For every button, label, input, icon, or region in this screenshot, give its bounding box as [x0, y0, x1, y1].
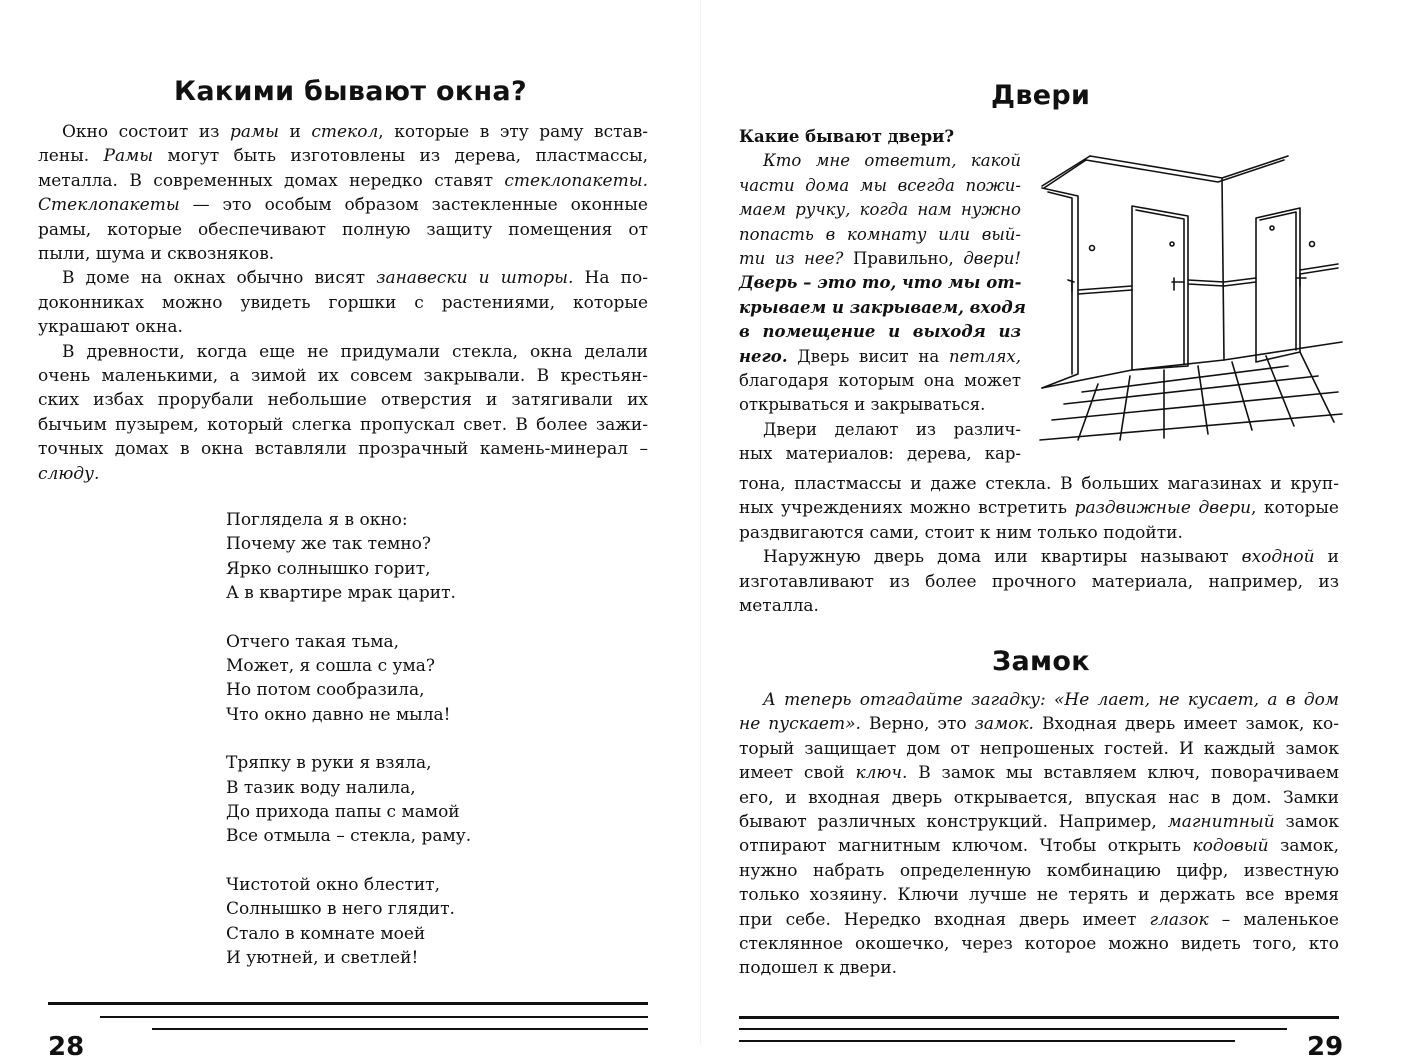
- poem-line: В тазик воду налила,: [226, 777, 416, 798]
- text-line: открываться и закрываться.: [739, 395, 986, 415]
- footer-rule: [739, 1040, 1235, 1042]
- text-line: ных материалов: дерева, кар-: [739, 444, 1021, 464]
- text-line: него. Дверь висит на петлях,: [739, 346, 1021, 366]
- text-line: подошел к двери.: [739, 958, 898, 979]
- text-line: нужно набрать определенную комбинацию цифр, известную: [739, 860, 1339, 881]
- poem-line: Но потом сообразила,: [226, 680, 425, 701]
- text-line: металла. В современных домах нередко ставят стеклопакеты.: [38, 170, 648, 191]
- footer-rule: [152, 1028, 648, 1030]
- text-line: Наружную дверь дома или квартиры называют входной и: [763, 547, 1340, 568]
- poem-line: Солнышко в него глядит.: [226, 899, 455, 920]
- text-line: украшают окна.: [38, 317, 183, 338]
- poem-line: Что окно давно не мыла!: [226, 704, 451, 725]
- doors-heading: Двери: [991, 80, 1091, 111]
- left-page-heading: Какими бывают окна?: [174, 76, 527, 107]
- lock-heading: Замок: [992, 646, 1090, 677]
- text-line: при себе. Нередко входная дверь имеет глазок – маленькое: [739, 909, 1339, 930]
- text-line: его, и входная дверь открывается, впуская нас в дом. Замки: [739, 787, 1339, 808]
- text-line: изготавливают из более прочного материала, например, из: [739, 571, 1339, 592]
- text-line: не пускает». Верно, это замок. Входная дверь имеет замок, ко-: [739, 714, 1340, 735]
- text-line: точных домах в окна вставляли прозрачный камень-минерал –: [38, 439, 648, 460]
- footer-rule: [48, 1002, 648, 1005]
- text-line: В древности, когда еще не придумали стекла, окна делали: [62, 341, 648, 362]
- left-page: [0, 0, 701, 1062]
- page-number: 29: [1307, 1032, 1344, 1062]
- text-line: части дома мы всегда пожи-: [739, 175, 1021, 195]
- text-line: Кто мне ответит, какой: [763, 151, 1021, 171]
- text-line: очень маленькими, а зимой их совсем закрывали. В крестьян-: [38, 366, 648, 387]
- text-line: имеет свой ключ. В замок мы вставляем ключ, поворачиваем: [739, 763, 1339, 784]
- text-line: отпирают магнитным ключом. Чтобы открыть кодовый замок,: [739, 836, 1339, 857]
- doors-text-wide: [739, 472, 1339, 618]
- text-line: крываем и закрываем, входя: [739, 297, 1026, 317]
- poem-line: Может, я сошла с ума?: [226, 656, 435, 677]
- poem: [226, 508, 471, 995]
- text-line: лены. Рамы могут быть изготовлены из дерева, пластмассы,: [38, 146, 648, 167]
- poem-line: Все отмыла – стекла, раму.: [226, 826, 472, 847]
- poem-line: Тряпку в руки я взяла,: [226, 753, 432, 774]
- text-line: металла.: [739, 596, 819, 617]
- text-line: в помещение и выходя из: [739, 322, 1021, 342]
- text-line: торый защищает дом от непрошеных гостей. И каждый замок: [739, 738, 1339, 759]
- text-line: А теперь отгадайте загадку: «Не лает, не кусает, а в дом: [763, 690, 1339, 710]
- footer-rule: [739, 1028, 1287, 1030]
- text-line: стеклянное окошечко, через которое можно видеть того, кто: [739, 934, 1339, 955]
- poem-line: Чистотой окно блестит,: [226, 874, 440, 895]
- page-number: 28: [48, 1032, 85, 1062]
- poem-line: Ярко солнышко горит,: [226, 558, 431, 579]
- poem-line: Отчего такая тьма,: [226, 631, 400, 652]
- hallway-doors-illustration-icon: [1038, 152, 1344, 442]
- text-line: ных учреждениях можно встретить раздвижные двери, которые: [739, 498, 1339, 519]
- text-line: слюду.: [38, 463, 100, 484]
- text-line: ти из нее? Правильно, двери!: [739, 249, 1021, 269]
- poem-line: Стало в комнате моей: [226, 923, 426, 944]
- text-line: рамы, которые обеспечивают полную защиту помещения от: [38, 219, 648, 240]
- text-line: Стеклопакеты — это особым образом застекленные оконные: [38, 195, 648, 216]
- text-line: благодаря которым она может: [739, 371, 1021, 391]
- text-line: бычьим пузырем, который слегка пропускал свет. В более зажи-: [38, 414, 648, 435]
- poem-line: И уютней, и светлей!: [226, 948, 419, 969]
- text-line: ских избах прорубали небольшие отверстия и затягивали их: [38, 390, 648, 411]
- poem-line: А в квартире мрак царит.: [226, 583, 456, 604]
- poem-line: Поглядела я в окно:: [226, 510, 408, 530]
- footer-rule: [100, 1016, 648, 1018]
- poem-line: Почему же так темно?: [226, 534, 432, 555]
- text-line: маем ручку, когда нам нужно: [739, 200, 1021, 220]
- poem-line: До прихода папы с мамой: [226, 802, 460, 823]
- lock-text: [739, 688, 1339, 981]
- text-line: пыли, шума и сквозняков.: [38, 244, 275, 265]
- subheading: Какие бывают двери?: [739, 127, 955, 146]
- doors-text-narrow: [739, 125, 1026, 467]
- text-line: попасть в комнату или вый-: [739, 224, 1021, 244]
- text-line: доконниках можно увидеть горшки с растениями, которые: [38, 292, 648, 313]
- text-line: Дверь – это то, что мы от-: [739, 273, 1022, 293]
- windows-text: [38, 120, 648, 486]
- poem-stanza: [226, 508, 471, 606]
- text-line: тона, пластмассы и даже стекла. В больших магазинах и круп-: [739, 474, 1339, 494]
- footer-rule: [739, 1016, 1339, 1019]
- poem-stanza: [226, 630, 471, 728]
- text-line: бывают различных конструкций. Например, магнитный замок: [739, 812, 1339, 833]
- text-line: Окно состоит из рамы и стекол, которые в эту раму встав-: [62, 122, 649, 142]
- poem-stanza: [226, 751, 471, 849]
- poem-stanza: [226, 873, 471, 971]
- text-line: В доме на окнах обычно висят занавески и шторы. На по-: [62, 268, 648, 289]
- text-line: только хозяину. Ключи лучше не терять и держать все время: [739, 885, 1339, 906]
- text-line: Двери делают из различ-: [763, 419, 1021, 439]
- text-line: раздвигаются сами, стоит к ним только подойти.: [739, 522, 1183, 543]
